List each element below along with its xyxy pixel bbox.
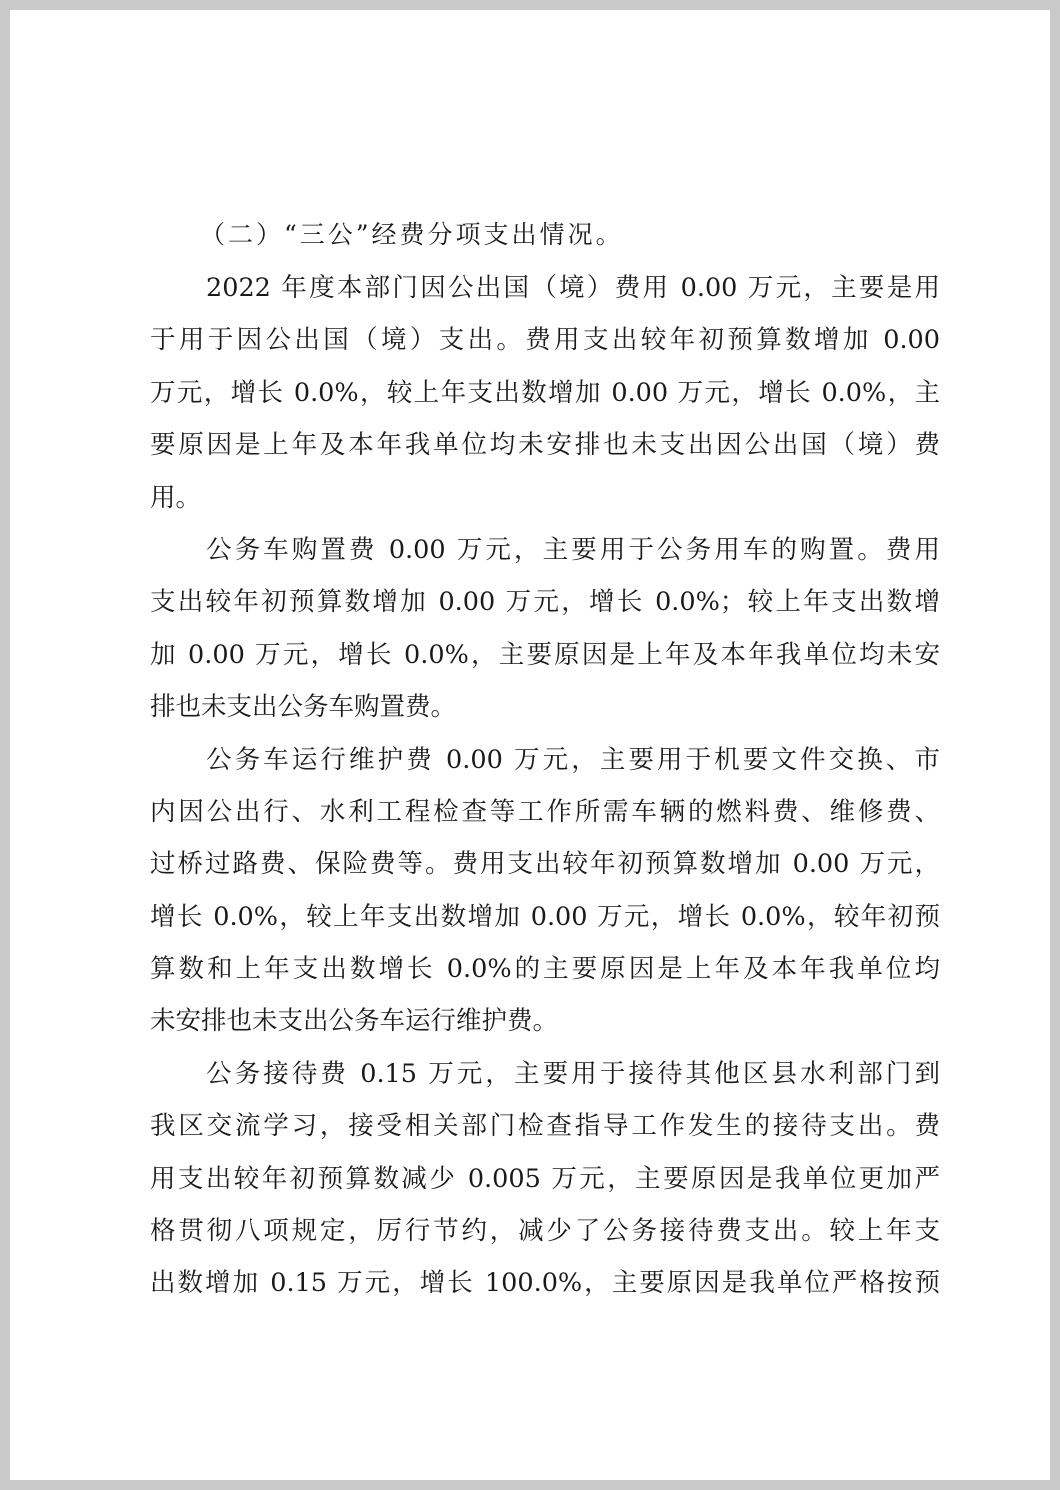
text-line: 要原因是上年及本年我单位均未安排也未支出因公出国（境）费: [150, 430, 940, 461]
text-line: 格贯彻八项规定，厉行节约，减少了公务接待费支出。较上年支: [150, 1216, 940, 1247]
text-line: 增长 0.0%，较上年支出数增加 0.00 万元，增长 0.0%，较年初预: [150, 901, 940, 932]
text-line: 过桥过路费、保险费等。费用支出较年初预算数增加 0.00 万元，: [150, 849, 940, 880]
text-line: 万元，增长 0.0%，较上年支出数增加 0.00 万元，增长 0.0%，主: [150, 377, 940, 408]
text-line: 用。: [150, 482, 202, 513]
section-heading: （二）“三公”经费分项支出情况。: [200, 220, 624, 249]
paragraph-overseas-travel: [150, 262, 940, 524]
text-line: 加 0.00 万元，增长 0.0%，主要原因是上年及本年我单位均未安: [150, 639, 940, 670]
text-line: 用支出较年初预算数减少 0.005 万元，主要原因是我单位更加严: [150, 1163, 940, 1194]
text-line: 公务接待费 0.15 万元，主要用于接待其他区县水利部门到: [206, 1058, 940, 1089]
paragraph-official-reception: [150, 1048, 940, 1310]
text-line: 出数增加 0.15 万元，增长 100.0%，主要原因是我单位严格按预: [150, 1268, 940, 1299]
text-line: 内因公出行、水利工程检查等工作所需车辆的燃料费、维修费、: [150, 796, 940, 827]
text-line: 未安排也未支出公务车运行维护费。: [150, 1006, 559, 1037]
paragraph-vehicle-maintenance: [150, 734, 940, 1048]
paragraph-vehicle-purchase: [150, 524, 940, 734]
text-line: 排也未支出公务车购置费。: [150, 692, 457, 723]
text-line: 于用于因公出国（境）支出。费用支出较年初预算数增加 0.00: [150, 325, 940, 356]
text-line: 公务车购置费 0.00 万元，主要用于公务用车的购置。费用: [206, 534, 940, 565]
document-body: [150, 208, 940, 1310]
text-line: 2022 年度本部门因公出国（境）费用 0.00 万元，主要是用: [206, 273, 940, 303]
text-line: 支出较年初预算数增加 0.00 万元，增长 0.0%；较上年支出数增: [150, 587, 940, 618]
document-page: [10, 10, 1050, 1480]
text-line: 算数和上年支出数增长 0.0%的主要原因是上年及本年我单位均: [150, 954, 940, 985]
text-line: 我区交流学习，接受相关部门检查指导工作发生的接待支出。费: [150, 1111, 940, 1142]
text-line: 公务车运行维护费 0.00 万元，主要用于机要文件交换、市: [206, 744, 940, 775]
